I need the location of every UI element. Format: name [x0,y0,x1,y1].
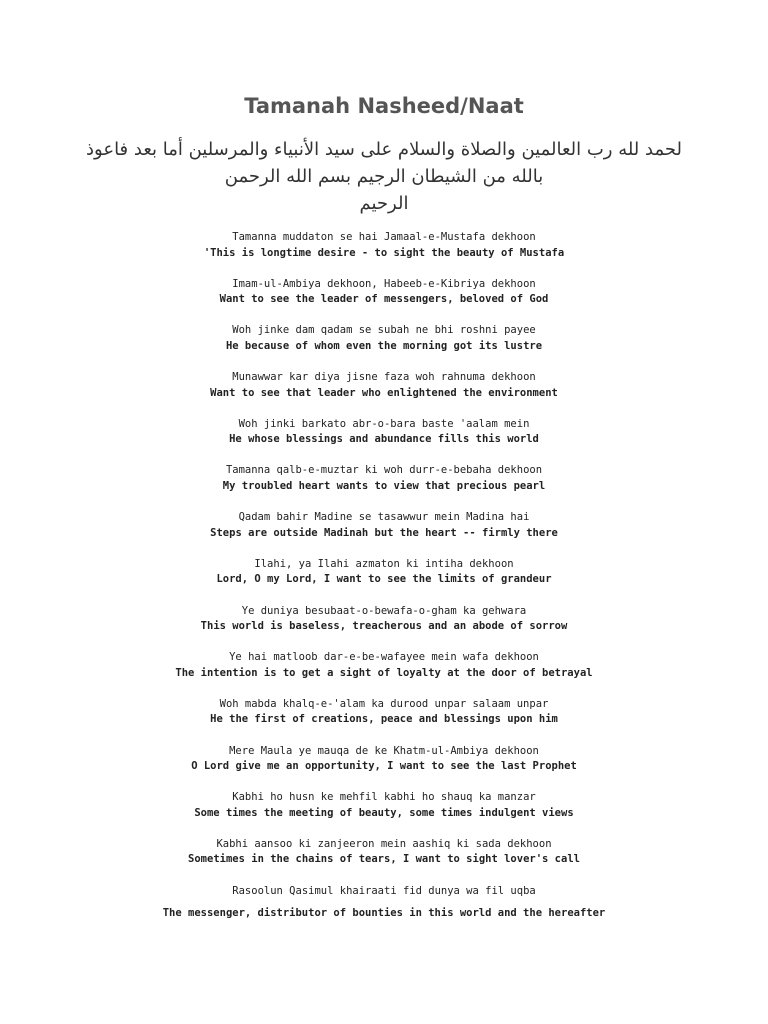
stanza [0,510,768,557]
verse-list [0,230,768,930]
stanza [0,837,768,884]
roman-verse-line: Qadam bahir Madine se tasawwur mein Madina hai [238,511,530,524]
roman-verse-line: Kabhi aansoo ki zanjeeron mein aashiq ki sada dekhoon [216,837,552,850]
arabic-invocation [84,136,684,217]
stanza [0,697,768,744]
stanza [0,557,768,604]
roman-verse-line: Woh jinki barkato abr-o-bara baste 'aalam mein [238,417,530,430]
english-translation-line: The intention is to get a sight of loyalty at the door of betrayal [175,666,593,679]
stanza [0,790,768,837]
stanza [0,277,768,324]
stanza [0,650,768,697]
roman-verse-line: Imam-ul-Ambiya dekhoon, Habeeb-e-Kibriya dekhoon [232,277,536,290]
english-translation-line: This world is baseless, treacherous and an abode of sorrow [200,620,568,632]
english-translation-line: My troubled heart wants to view that precious pearl [222,479,546,492]
arabic-line: لحمد لله رب العالمين والصلاة والسلام على سيد الأنبياء والمرسلين أما بعد فاعوذ [86,139,682,160]
stanza [0,463,768,510]
english-translation-line: Sometimes in the chains of tears, I want to sight lover's call [188,853,580,866]
english-translation-line: Want to see the leader of messengers, beloved of God [219,293,549,306]
arabic-line: بالله من الشيطان الرجيم بسم الله الرحمن [224,166,544,187]
stanza [0,604,768,651]
roman-verse-line: Tamanna qalb-e-muztar ki woh durr-e-bebaha dekhoon [225,464,543,477]
roman-verse-line: Rasoolun Qasimul khairaati fid dunya wa fil uqba [232,884,536,897]
stanza [0,744,768,791]
roman-verse-line: Kabhi ho husn ke mehfil kabhi ho shauq ka manzar [232,791,536,804]
roman-verse-line: Mere Maula ye mauqa de ke Khatm-ul-Ambiya dekhoon [229,744,539,757]
english-translation-line: Steps are outside Madinah but the heart -- firmly there [210,526,558,539]
english-translation-line: Lord, O my Lord, I want to see the limits of grandeur [216,573,552,586]
english-translation-line: He because of whom even the morning got its lustre [225,339,543,352]
english-translation-line: Some times the meeting of beauty, some times indulgent views [194,806,574,819]
english-translation-line: The messenger, distributor of bounties in this world and the hereafter [162,907,606,920]
roman-verse-line: Woh mabda khalq-e-'alam ka durood unpar salaam unpar [219,697,549,710]
english-translation-line: O Lord give me an opportunity, I want to see the last Prophet [191,760,577,773]
roman-verse-line: Ye hai matloob dar-e-be-wafayee mein wafa dekhoon [229,651,539,664]
english-translation-line: He the first of creations, peace and blessings upon him [210,713,558,726]
roman-verse-line: Munawwar kar diya jisne faza woh rahnuma dekhoon [232,371,536,384]
roman-verse-line: Ye duniya besubaat-o-bewafa-o-gham ka gehwara [241,604,527,617]
stanza [0,370,768,417]
stanza [0,884,768,931]
english-translation-line: He whose blessings and abundance fills this world [229,433,539,446]
roman-verse-line: Tamanna muddaton se hai Jamaal-e-Mustafa dekhoon [232,231,536,243]
english-translation-line: Want to see that leader who enlightened the environment [210,386,558,399]
roman-verse-line: Woh jinke dam qadam se subah ne bhi roshni payee [232,324,536,337]
document-title: Tamanah Nasheed/Naat [244,94,524,118]
arabic-line: الرحيم [359,193,409,214]
roman-verse-line: Ilahi, ya Ilahi azmaton ki intiha dekhoon [254,557,514,570]
stanza [0,417,768,464]
stanza [0,323,768,370]
english-translation-line: 'This is longtime desire - to sight the beauty of Mustafa [203,246,565,259]
stanza [0,230,768,277]
